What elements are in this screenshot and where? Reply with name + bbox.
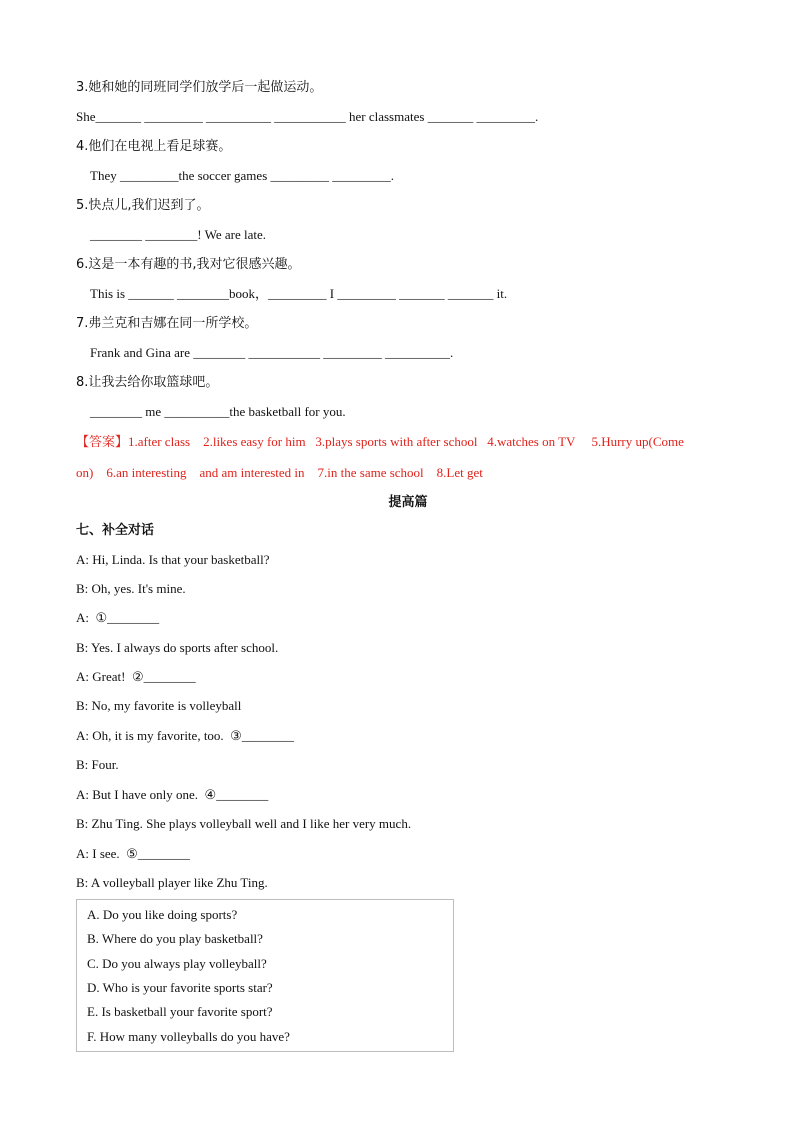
item-8-english: ________ me __________the basketball for you.	[90, 404, 346, 419]
item-3-english: She_______ _________ __________ ___________ her classmates _______ _________.	[76, 109, 539, 124]
item-3-chinese: 3.她和她的同班同学们放学后一起做运动。	[76, 80, 323, 95]
option-a: A. Do you like doing sports?	[87, 907, 238, 922]
item-7-english: Frank and Gina are ________ ___________ _________ __________.	[90, 345, 454, 360]
item-5-english: ________ ________! We are late.	[90, 227, 266, 242]
item-4-english: They _________the soccer games _________ _________.	[90, 168, 395, 183]
option-e: E. Is basketball your favorite sport?	[87, 1004, 273, 1019]
item-8-chinese: 8.让我去给你取篮球吧。	[76, 375, 219, 390]
dialogue-line: B: A volleyball player like Zhu Ting.	[76, 875, 268, 890]
dialogue-line: B: Oh, yes. It's mine.	[76, 581, 186, 596]
answer-line-1: 【答案】1.after class 2.likes easy for him 3.plays sports with after school 4.watches on TV 5.Hurry up(Come	[76, 434, 684, 449]
item-4-chinese: 4.他们在电视上看足球赛。	[76, 139, 232, 154]
answer-line-2: on) 6.an interesting and am interested in 7.in the same school 8.Let get	[76, 465, 483, 480]
dialogue-line: B: No, my favorite is volleyball	[76, 698, 242, 713]
dialogue-line: B: Zhu Ting. She plays volleyball well and I like her very much.	[76, 816, 412, 831]
dialogue-line: A: ①________	[76, 610, 160, 625]
item-6-chinese: 6.这是一本有趣的书,我对它很感兴趣。	[76, 257, 301, 272]
dialogue-line: A: Great! ②________	[76, 669, 196, 684]
item-7-chinese: 7.弗兰克和吉娜在同一所学校。	[76, 316, 258, 331]
option-f: F. How many volleyballs do you have?	[87, 1029, 290, 1044]
dialogue-line: A: Oh, it is my favorite, too. ③________	[76, 728, 294, 743]
section-heading: 七、补全对话	[76, 523, 155, 538]
item-5-chinese: 5.快点儿,我们迟到了。	[76, 198, 210, 213]
dialogue-line: B: Four.	[76, 757, 119, 772]
option-d: D. Who is your favorite sports star?	[87, 980, 273, 995]
options-box	[76, 899, 454, 1052]
item-6-english: This is _______ ________book，_________ I _________ _______ _______ it.	[90, 286, 508, 301]
option-b: B. Where do you play basketball?	[87, 931, 263, 946]
section-title: 提高篇	[388, 495, 428, 510]
dialogue-line: A: I see. ⑤________	[76, 846, 190, 861]
dialogue-line: A: But I have only one. ④________	[76, 787, 269, 802]
dialogue-line: B: Yes. I always do sports after school.	[76, 640, 279, 655]
option-c: C. Do you always play volleyball?	[87, 956, 267, 971]
dialogue-line: A: Hi, Linda. Is that your basketball?	[76, 552, 270, 567]
